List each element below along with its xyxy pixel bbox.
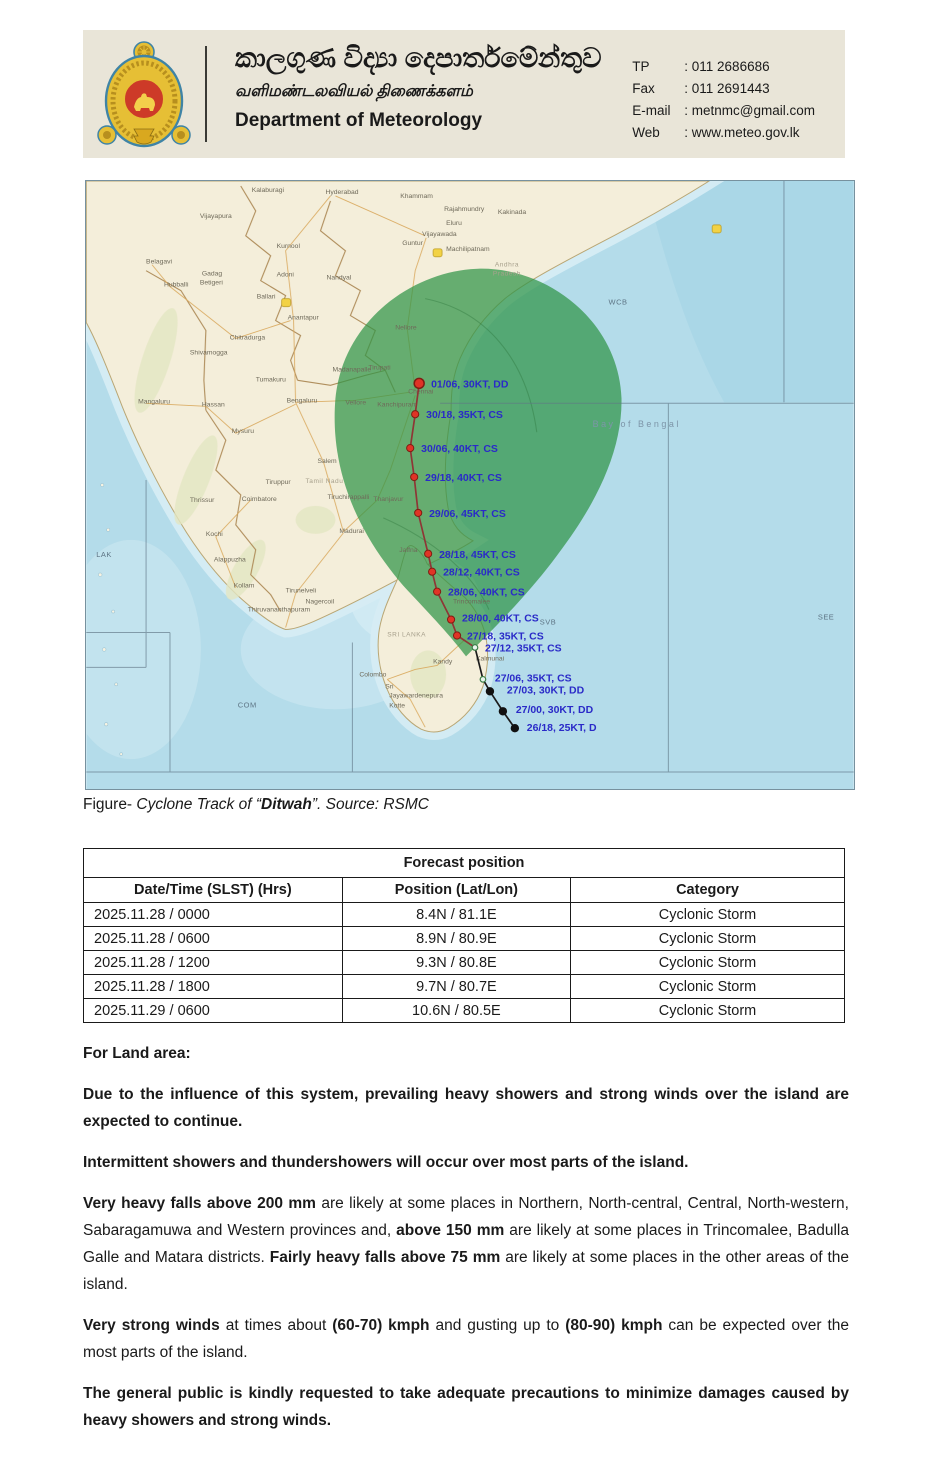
bold-text: (60-70) kmph bbox=[332, 1316, 430, 1334]
city-label: Chennai bbox=[408, 388, 434, 396]
city-label: Trincomalee bbox=[453, 598, 491, 606]
track-point-open bbox=[480, 677, 486, 683]
plain-text: are likely at some places in Trincomalee, Badulla Galle and Matara districts. bbox=[83, 1221, 849, 1266]
plain-text: can be expected over the most parts of the island. bbox=[83, 1316, 849, 1361]
rainfall-warning bbox=[83, 1191, 849, 1299]
map-svg bbox=[86, 181, 854, 789]
contact-row bbox=[632, 100, 815, 122]
track-point-label: 30/18, 35KT, CS bbox=[426, 410, 503, 422]
city-label: Eluru bbox=[446, 219, 462, 227]
table-cell: 10.6N / 80.5E bbox=[342, 999, 570, 1023]
contact-value: : 011 2686686 bbox=[684, 59, 770, 74]
city-label: Jayawardenepura bbox=[389, 692, 444, 700]
contact-list bbox=[632, 30, 845, 158]
cyclone-track-map bbox=[85, 180, 855, 790]
track-point-label: 01/06, 30KT, DD bbox=[431, 379, 509, 391]
title-sinhala: කාලගුණ විද්‍යා දෙපාර්තමේන්තුව bbox=[235, 43, 602, 73]
city-label: Sri bbox=[385, 683, 394, 691]
city-label: Colombo bbox=[359, 671, 387, 679]
table-row bbox=[84, 927, 845, 951]
city-label: Rajahmundry bbox=[444, 205, 485, 213]
table-cell: 8.9N / 80.9E bbox=[342, 927, 570, 951]
bold-text: For Land area: bbox=[83, 1045, 191, 1062]
city-label: Thrissur bbox=[189, 496, 215, 504]
contact-label: TP bbox=[632, 59, 650, 74]
track-point-forecast bbox=[412, 411, 419, 418]
public-advice bbox=[83, 1381, 849, 1435]
table-cell: Cyclonic Storm bbox=[571, 903, 845, 927]
track-point-label: 29/06, 45KT, CS bbox=[429, 508, 506, 520]
city-label: Kanchipuram bbox=[377, 401, 418, 409]
track-point-label: 28/18, 45KT, CS bbox=[439, 549, 516, 561]
contact-row bbox=[632, 56, 815, 78]
city-label: Mangaluru bbox=[138, 398, 171, 406]
contact-value: : metnmc@gmail.com bbox=[684, 103, 815, 118]
region-label: Pradesh bbox=[492, 270, 521, 278]
caption-segment: ”. bbox=[311, 796, 326, 813]
track-point-label: 29/18, 40KT, CS bbox=[425, 473, 502, 485]
city-label: Salem bbox=[317, 458, 337, 466]
title-tamil: வளிமண்டலவியல் திணைக்களம் bbox=[235, 83, 473, 101]
city-label: Hyderabad bbox=[325, 188, 359, 196]
plain-text: at times about bbox=[219, 1316, 333, 1334]
track-point-label: 27/00, 30KT, DD bbox=[515, 705, 594, 717]
city-label: Tirupati bbox=[368, 364, 391, 372]
city-label: Vellore bbox=[345, 399, 367, 407]
city-label: Machilipatnam bbox=[446, 245, 490, 253]
city-label: Coimbatore bbox=[241, 495, 277, 503]
wind-warning bbox=[83, 1313, 849, 1367]
table-row bbox=[84, 903, 845, 927]
table-cell: Cyclonic Storm bbox=[571, 999, 845, 1023]
department-titles bbox=[207, 30, 632, 158]
bold-text: Very strong winds bbox=[83, 1316, 220, 1334]
track-point-open bbox=[472, 645, 478, 651]
contact-row bbox=[632, 122, 815, 144]
table-cell: 2025.11.28 / 1800 bbox=[84, 975, 343, 999]
bold-text: Due to the influence of this system, prevailing heavy showers and strong winds over the island are expected to continue. bbox=[83, 1085, 849, 1130]
city-label: Nagercoil bbox=[305, 598, 335, 606]
bold-text: (80-90) kmph bbox=[565, 1316, 663, 1334]
table-cell: Cyclonic Storm bbox=[571, 951, 845, 975]
caption-segment: Ditwah bbox=[261, 796, 312, 813]
track-point-label: 28/12, 40KT, CS bbox=[443, 567, 520, 579]
contact-value: : www.meteo.gov.lk bbox=[684, 125, 800, 140]
bold-text: Fairly heavy falls above 75 mm bbox=[269, 1248, 501, 1266]
track-point-past bbox=[486, 687, 494, 695]
city-label: Kalaburagi bbox=[251, 186, 285, 194]
letterhead bbox=[83, 30, 845, 158]
table-cell: 8.4N / 81.1E bbox=[342, 903, 570, 927]
city-label: Nellore bbox=[395, 324, 417, 332]
caption-segment: Figure- bbox=[83, 796, 137, 813]
sea-zone-label: SEE bbox=[817, 612, 835, 622]
track-point-label: 28/00, 40KT, CS bbox=[462, 613, 539, 625]
bold-text: Intermittent showers and thundershowers will occur over most parts of the island. bbox=[83, 1153, 689, 1171]
city-label: Guntur bbox=[402, 239, 423, 247]
city-label: Kandy bbox=[433, 658, 453, 666]
city-label: Vijayawada bbox=[422, 230, 457, 238]
city-label: Kalmunai bbox=[475, 655, 505, 663]
contact-label: Fax bbox=[632, 81, 655, 96]
track-point-forecast bbox=[447, 616, 454, 623]
for-land-area-heading bbox=[83, 1041, 849, 1068]
table-cell: 2025.11.29 / 0600 bbox=[84, 999, 343, 1023]
city-label: Kotte bbox=[389, 702, 406, 710]
table-title: Forecast position bbox=[84, 849, 845, 878]
track-point-label: 26/18, 25KT, D bbox=[526, 723, 597, 735]
city-label: Adoni bbox=[276, 271, 294, 279]
contact-label: Web bbox=[632, 125, 660, 140]
city-label: Gadag bbox=[201, 270, 223, 278]
table-cell: 9.7N / 80.7E bbox=[342, 975, 570, 999]
track-point-forecast bbox=[415, 509, 422, 516]
track-point-label: 27/06, 35KT, CS bbox=[494, 673, 572, 685]
city-label: Alappuzha bbox=[213, 556, 246, 564]
column-header: Category bbox=[571, 878, 845, 903]
plain-text: are likely at some places in the other areas of the island. bbox=[83, 1248, 850, 1293]
city-label: Tirunelveli bbox=[285, 587, 317, 595]
track-point-label: 27/03, 30KT, DD bbox=[506, 685, 585, 697]
city-label: Shivamogga bbox=[189, 349, 228, 357]
sea-zone-label: LAK bbox=[96, 549, 112, 559]
caption-segment: Source: RSMC bbox=[325, 796, 429, 813]
contact-label: E-mail bbox=[632, 103, 671, 118]
sea-zone-label: WCB bbox=[608, 297, 628, 307]
table-cell: Cyclonic Storm bbox=[571, 975, 845, 999]
track-point-forecast bbox=[411, 473, 418, 480]
city-label: Belagavi bbox=[146, 258, 173, 266]
city-label: Kochi bbox=[205, 530, 223, 538]
figure-caption bbox=[83, 796, 429, 814]
title-english: Department of Meteorology bbox=[235, 110, 483, 132]
logo-wrap bbox=[83, 30, 205, 158]
track-point-forecast bbox=[453, 632, 460, 639]
track-point-forecast bbox=[425, 550, 432, 557]
track-point-label: 27/18, 35KT, CS bbox=[467, 631, 544, 643]
city-label: Bengaluru bbox=[286, 397, 318, 405]
track-point-forecast bbox=[407, 445, 414, 452]
city-label: Kakinada bbox=[497, 208, 527, 216]
column-header: Date/Time (SLST) (Hrs) bbox=[84, 878, 343, 903]
caption-segment: Cyclone Track of “ bbox=[136, 796, 262, 813]
column-header: Position (Lat/Lon) bbox=[342, 878, 570, 903]
table-row bbox=[84, 999, 845, 1023]
plain-text: and gusting up to bbox=[429, 1316, 566, 1334]
city-label: Madurai bbox=[339, 527, 364, 535]
track-point-forecast bbox=[434, 588, 441, 595]
table-cell: 2025.11.28 / 0000 bbox=[84, 903, 343, 927]
city-label: Hubballi bbox=[164, 281, 189, 289]
forecast-position-table bbox=[83, 848, 845, 1023]
bold-text: Very heavy falls above 200 mm bbox=[83, 1194, 316, 1212]
bold-text: The general public is kindly requested to take adequate precautions to minimize damages caused by heavy showers and strong winds. bbox=[83, 1384, 849, 1429]
sea-name-label: Bay of Bengal bbox=[592, 419, 681, 430]
track-point-label: 27/12, 35KT, CS bbox=[484, 643, 562, 655]
city-label: Jaffna bbox=[399, 546, 418, 554]
region-label: Andhra bbox=[494, 261, 520, 269]
city-label: Chitradurga bbox=[229, 334, 266, 342]
table-cell: Cyclonic Storm bbox=[571, 927, 845, 951]
track-point-past bbox=[499, 707, 507, 715]
vase-icon bbox=[134, 129, 154, 144]
city-label: Ballari bbox=[256, 293, 276, 301]
sea-zone-label: COM bbox=[237, 700, 257, 710]
advisory-text bbox=[83, 1041, 849, 1449]
city-label: Hassan bbox=[201, 401, 225, 409]
contact-value: : 011 2691443 bbox=[684, 81, 770, 96]
sri-lanka-emblem-logo bbox=[94, 37, 194, 151]
city-label: Tumakuru bbox=[255, 376, 286, 384]
track-point-major bbox=[414, 378, 424, 388]
table-cell: 2025.11.28 / 1200 bbox=[84, 951, 343, 975]
contact-row bbox=[632, 78, 815, 100]
table-cell: 2025.11.28 / 0600 bbox=[84, 927, 343, 951]
table-row bbox=[84, 975, 845, 999]
region-label: SRI LANKA bbox=[387, 631, 427, 639]
sea-zone-label: SVB bbox=[539, 617, 557, 627]
city-label: Kurnool bbox=[276, 242, 300, 250]
city-label: Betigeri bbox=[199, 279, 223, 287]
city-label: Thiruvananthapuram bbox=[247, 606, 311, 614]
track-point-label: 28/06, 40KT, CS bbox=[448, 587, 525, 599]
region-label: Tamil Nadu bbox=[305, 478, 344, 486]
city-label: Mysuru bbox=[231, 428, 254, 436]
city-label: Anantapur bbox=[287, 314, 319, 322]
city-label: Khammam bbox=[400, 192, 433, 200]
track-point-label: 30/06, 40KT, CS bbox=[421, 444, 498, 456]
city-label: Thanjavur bbox=[373, 495, 404, 503]
track-point-past bbox=[511, 724, 519, 732]
city-label: Vijayapura bbox=[199, 212, 232, 220]
plain-text: are likely at some places in Northern, North-central, Central, North-western, Sabaragamuwa and Western provinces and, bbox=[83, 1194, 849, 1239]
bold-text: above 150 mm bbox=[396, 1221, 505, 1239]
city-label: Madanapalle bbox=[332, 366, 372, 374]
continuing-showers bbox=[83, 1082, 849, 1136]
table-cell: 9.3N / 80.8E bbox=[342, 951, 570, 975]
city-label: Tiruppur bbox=[265, 479, 291, 487]
city-label: Nandyal bbox=[326, 274, 352, 282]
city-label: Kollam bbox=[233, 582, 255, 590]
track-point-forecast bbox=[429, 568, 436, 575]
city-label: Tiruchirappalli bbox=[327, 493, 370, 501]
intermittent-showers bbox=[83, 1150, 849, 1177]
table-row bbox=[84, 951, 845, 975]
